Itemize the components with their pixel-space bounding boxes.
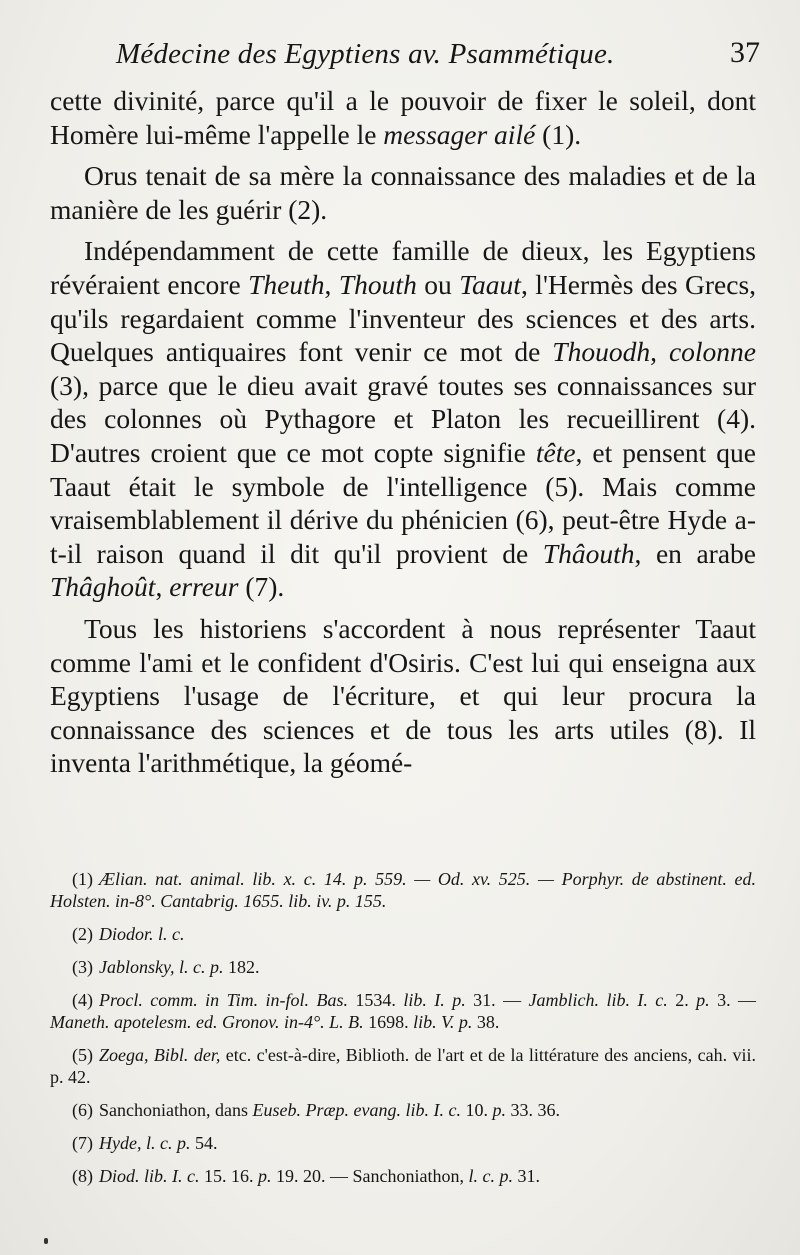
text-run: , en arabe: [634, 537, 757, 569]
italic-text: Thouth: [338, 268, 417, 300]
italic-text: lib. V. p.: [413, 1012, 473, 1032]
italic-text: p.: [258, 1166, 272, 1186]
text-run: Tous les historiens s'accordent à nous représenter Taaut comme l'ami et le confident d'Osiris. C'est lui qui enseigna aux Egyptiens l'usage de l'écriture, et qui leur procura la connaissance des sciences et de tous les arts utiles (8). Il inventa l'arithmétique, la géomé-: [50, 612, 756, 779]
text-run: 38.: [472, 1012, 500, 1032]
text-run: ,: [324, 268, 339, 300]
text-run: 31.: [512, 1166, 540, 1186]
text-run: 2.: [667, 990, 697, 1010]
footnote-mark: (2): [72, 924, 93, 944]
italic-text: p.: [696, 990, 710, 1010]
italic-text: colonne: [668, 336, 757, 368]
running-title: Médecine des Egyptiens av. Psammétique.: [116, 38, 615, 70]
text-run: 10.: [460, 1100, 493, 1120]
main-text: [50, 84, 756, 780]
italic-text: Euseb. Præp. evang. lib. I. c.: [252, 1100, 461, 1120]
footnote-mark: (4): [72, 990, 93, 1010]
footnote: [50, 956, 756, 978]
footnote: [50, 1132, 756, 1154]
text-run: etc. c'est-à-dire, Biblioth. de l'art et de la littérature des anciens, cah. vii. p. 42.: [50, 1045, 756, 1087]
text-run: 31. —: [465, 990, 529, 1010]
text-run: (1).: [535, 118, 582, 150]
text-run: 182.: [223, 957, 260, 977]
page-number: 37: [730, 36, 760, 69]
italic-text: Jamblich. lib. I. c.: [528, 990, 668, 1010]
italic-text: Diodor. l. c.: [99, 924, 185, 944]
italic-text: Thâouth: [542, 537, 635, 569]
text-run: ,: [155, 571, 170, 603]
italic-text: l. c. p.: [468, 1166, 513, 1186]
italic-text: Taaut: [459, 268, 521, 300]
footnote-mark: (8): [72, 1166, 93, 1186]
page-header: [108, 30, 760, 74]
text-run: 19. 20. — Sanchoniathon,: [271, 1166, 469, 1186]
italic-text: erreur: [169, 571, 239, 603]
footnote: [50, 1044, 756, 1088]
text-run: 3. —: [709, 990, 757, 1010]
italic-text: Diod. lib. I. c.: [99, 1166, 200, 1186]
paragraph: [50, 612, 756, 780]
text-run: 33. 36.: [505, 1100, 560, 1120]
italic-text: messager ailé: [383, 118, 536, 150]
italic-text: Thâghoût: [50, 571, 156, 603]
text-run: 1698.: [363, 1012, 414, 1032]
text-run: , et pensent que Taaut était le symbole de l'intelligence (5). Mais comme vraisemblablement il dérive du phénicien (6), peut-être Hyde a-t-il raison quand il dit qu'il provient de: [50, 436, 757, 569]
text-run: , l'Hermès des Grecs, qu'ils regardaient comme l'inventeur des sciences et des arts. Quelques antiquaires font venir ce mot de: [50, 268, 757, 368]
paragraph: [50, 159, 756, 226]
text-run: Sanchoniathon, dans: [99, 1100, 253, 1120]
italic-text: Jablonsky, l. c. p.: [99, 957, 224, 977]
footnote: [50, 1165, 756, 1187]
footnote-mark: (3): [72, 957, 93, 977]
footnote: [50, 868, 756, 912]
italic-text: Zoega, Bibl. der,: [99, 1045, 221, 1065]
paragraph: [50, 234, 756, 604]
text-run: 54.: [190, 1133, 218, 1153]
italic-text: Maneth. apotelesm. ed. Gronov. in-4°. L. B.: [50, 1012, 364, 1032]
italic-text: lib. I. p.: [403, 990, 466, 1010]
ink-mark: [44, 1238, 48, 1244]
italic-text: Theuth: [248, 268, 325, 300]
text-run: 15. 16.: [199, 1166, 258, 1186]
text-run: ou: [416, 268, 460, 300]
footnote-mark: (6): [72, 1100, 93, 1120]
italic-text: tête: [535, 436, 576, 468]
paragraph: [50, 84, 756, 151]
text-run: 1534.: [347, 990, 404, 1010]
text-run: ,: [650, 336, 669, 368]
text-run: Orus tenait de sa mère la connaissance des maladies et de la manière de les guérir (2).: [50, 160, 756, 225]
text-run: (7).: [238, 571, 285, 603]
text-run: Indépendamment de cette famille de dieux, les Egyptiens révéraient encore: [50, 235, 756, 300]
text-run: (3), parce que le dieu avait gravé toutes ses connaissances sur des colonnes où Pythagore et Platon les recueillirent (4). D'autres croient que ce mot copte signifie: [50, 369, 756, 468]
footnote: [50, 923, 756, 945]
italic-text: Ælian. nat. animal. lib. x. c. 14. p. 559. — Od. xv. 525. — Porphyr. de abstinent. ed. Holsten. in-8°. Cantabrig. 1655. lib. iv. p. 155.: [50, 869, 756, 911]
italic-text: p.: [492, 1100, 506, 1120]
italic-text: Hyde, l. c. p.: [99, 1133, 191, 1153]
footnote: [50, 989, 756, 1033]
footnotes: [50, 868, 756, 1198]
footnote-mark: (7): [72, 1133, 93, 1153]
footnote-mark: (1): [72, 869, 93, 889]
footnote: [50, 1099, 756, 1121]
footnote-mark: (5): [72, 1045, 93, 1065]
italic-text: Thouodh: [552, 336, 651, 368]
italic-text: Procl. comm. in Tim. in-fol. Bas.: [99, 990, 348, 1010]
text-run: cette divinité, parce qu'il a le pouvoir de fixer le soleil, dont Homère lui-même l'appelle le: [50, 85, 756, 150]
